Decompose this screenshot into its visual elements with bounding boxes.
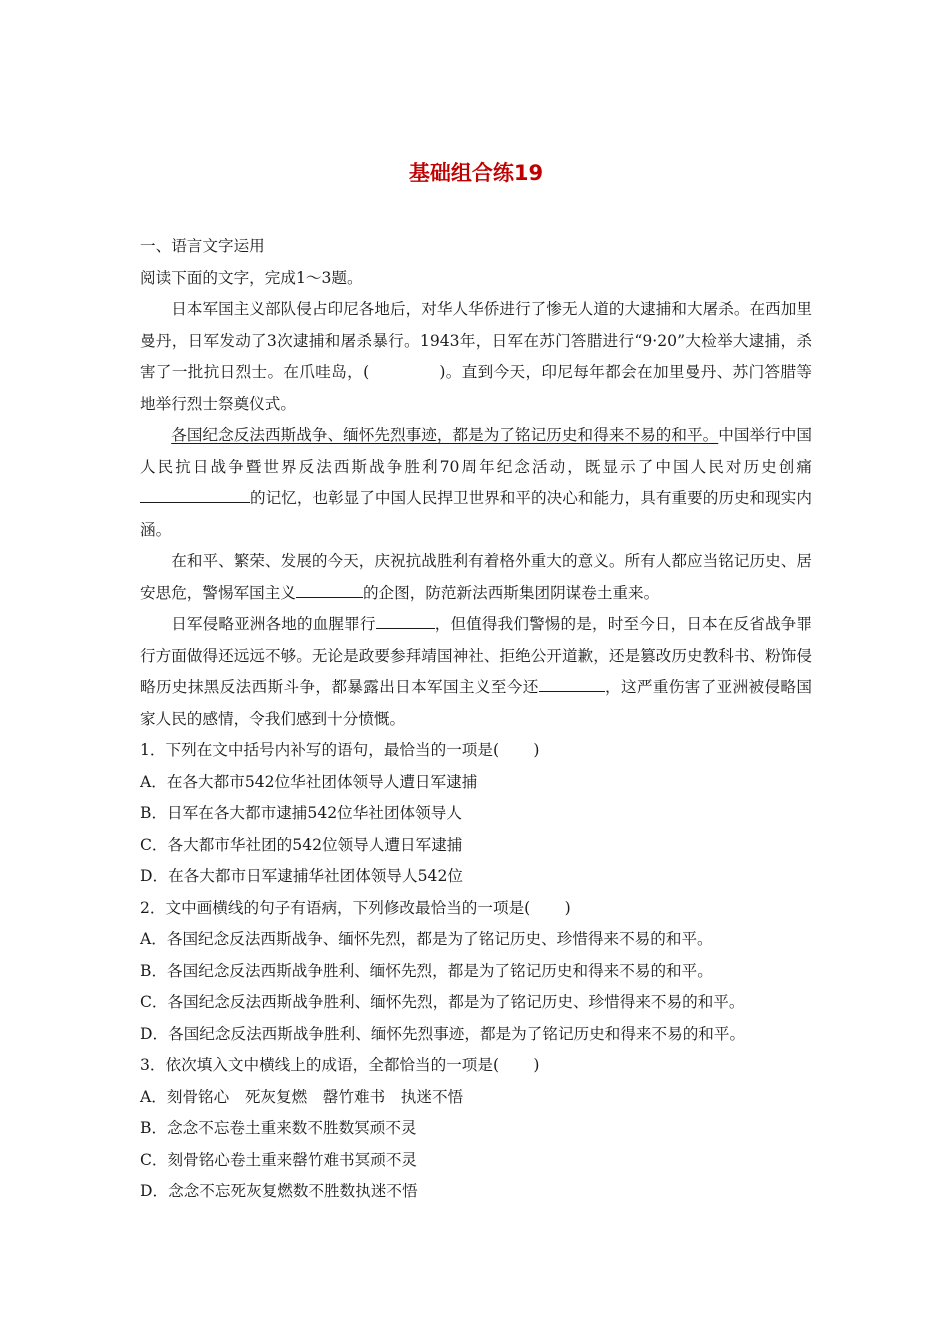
question-text: ) — [533, 741, 540, 759]
passage-paragraph-4 — [140, 609, 812, 735]
question-1-stem — [140, 735, 812, 767]
question-3-stem — [140, 1050, 812, 1082]
question-text: 3．依次填入文中横线上的成语，全都恰当的一项是( — [140, 1056, 500, 1074]
question-3-option-a: A．刻骨铭心 死灰复燃 罄竹难书 执迷不悟 — [140, 1087, 464, 1106]
question-2-option-b: B．各国纪念反法西斯战争胜利、缅怀先烈，都是为了铭记历史和得来不易的和平。 — [140, 961, 713, 980]
fill-blank-3 — [376, 612, 435, 629]
question-3-option-b: B．念念不忘卷土重来数不胜数冥顽不灵 — [140, 1119, 417, 1137]
passage-text: 日军侵略亚洲各地的血腥罪行 — [171, 615, 376, 633]
passage-paragraph-1 — [140, 294, 812, 420]
passage-text: 的记忆，也彰显了中国人民捍卫世界和平的决心和能力，具有重要的历史和现实内涵。 — [140, 489, 812, 539]
passage-text: 的企图，防范新法西斯集团阴谋卷土重来。 — [362, 583, 660, 602]
question-1-option-d: D．在各大都市日军逮捕华社团体领导人542位 — [140, 867, 463, 885]
underlined-sentence: 各国纪念反法西斯战争、缅怀先烈事迹，都是为了铭记历史和得来不易的和平。 — [171, 426, 719, 444]
question-text: 1．下列在文中括号内补写的语句，最恰当的一项是( — [140, 741, 500, 759]
question-1-option-a: A．在各大都市542位华社团体领导人遭日军逮捕 — [140, 772, 478, 791]
section-heading: 一、语言文字运用 — [140, 237, 265, 255]
passage-text: 在和平、繁荣、发展的今天，庆祝抗战胜利有着格外重大的意义。所有人都应当铭记历史、居安思危，警惕军国主义 — [140, 552, 812, 602]
question-1-option-c: C．各大都市华社团的542位领导人遭日军逮捕 — [140, 835, 463, 854]
question-2-option-d: D．各国纪念反法西斯战争胜利、缅怀先烈事迹，都是为了铭记历史和得来不易的和平。 — [140, 1024, 746, 1043]
passage-text: 日本军国主义部队侵占印尼各地后，对华人华侨进行了惨无人道的大逮捕和大屠杀。在西加里曼丹，日军发动了3次逮捕和屠杀暴行。1943年，日军在苏门答腊进行“9·20”大检举大逮捕，杀害了一批抗日烈士。在爪哇岛，( — [140, 300, 812, 381]
question-text: 2．文中画横线的句子有语病，下列修改最恰当的一项是( — [140, 898, 531, 917]
fill-blank-4 — [539, 675, 605, 692]
question-3-option-d: D．念念不忘死灰复燃数不胜数执迷不悟 — [140, 1182, 418, 1200]
document-body — [140, 231, 812, 1208]
question-text: ) — [533, 1056, 540, 1074]
passage-text: ，这严重伤害了亚洲被侵略国家人民的感情，令我们感到十分愤慨。 — [140, 678, 812, 728]
question-2-option-c: C．各国纪念反法西斯战争胜利、缅怀先烈，都是为了铭记历史、珍惜得来不易的和平。 — [140, 993, 745, 1011]
fill-blank-1 — [140, 486, 250, 503]
question-3-option-c: C．刻骨铭心卷土重来罄竹难书冥顽不灵 — [140, 1150, 418, 1169]
instruction: 阅读下面的文字，完成1～3题。 — [140, 268, 363, 287]
question-2-stem — [140, 893, 812, 925]
question-1-option-b: B．日军在各大都市逮捕542位华社团体领导人 — [140, 804, 462, 822]
passage-text: 中国举行中国人民抗日战争暨世界反法西斯战争胜利70周年纪念活动，既显示了中国人民对历史创痛 — [140, 426, 812, 476]
passage-paragraph-3 — [140, 546, 812, 609]
passage-paragraph-2 — [140, 420, 812, 546]
fill-blank-2 — [296, 580, 363, 597]
question-text: ) — [564, 898, 571, 917]
passage-text: ，但值得我们警惕的是，时至今日，日本在反省战争罪行方面做得还远远不够。无论是政要参拜靖国神社、拒绝公开道歉，还是篡改历史教科书、粉饰侵略历史抹黑反法西斯斗争，都暴露出日本军国主义至今还 — [140, 615, 812, 696]
page-title: 基础组合练19 — [408, 161, 544, 185]
passage-text: )。直到今天，印尼每年都会在加里曼丹、苏门答腊等地举行烈士祭奠仪式。 — [140, 363, 812, 413]
question-2-option-a: A．各国纪念反法西斯战争、缅怀先烈，都是为了铭记历史、珍惜得来不易的和平。 — [140, 930, 713, 948]
